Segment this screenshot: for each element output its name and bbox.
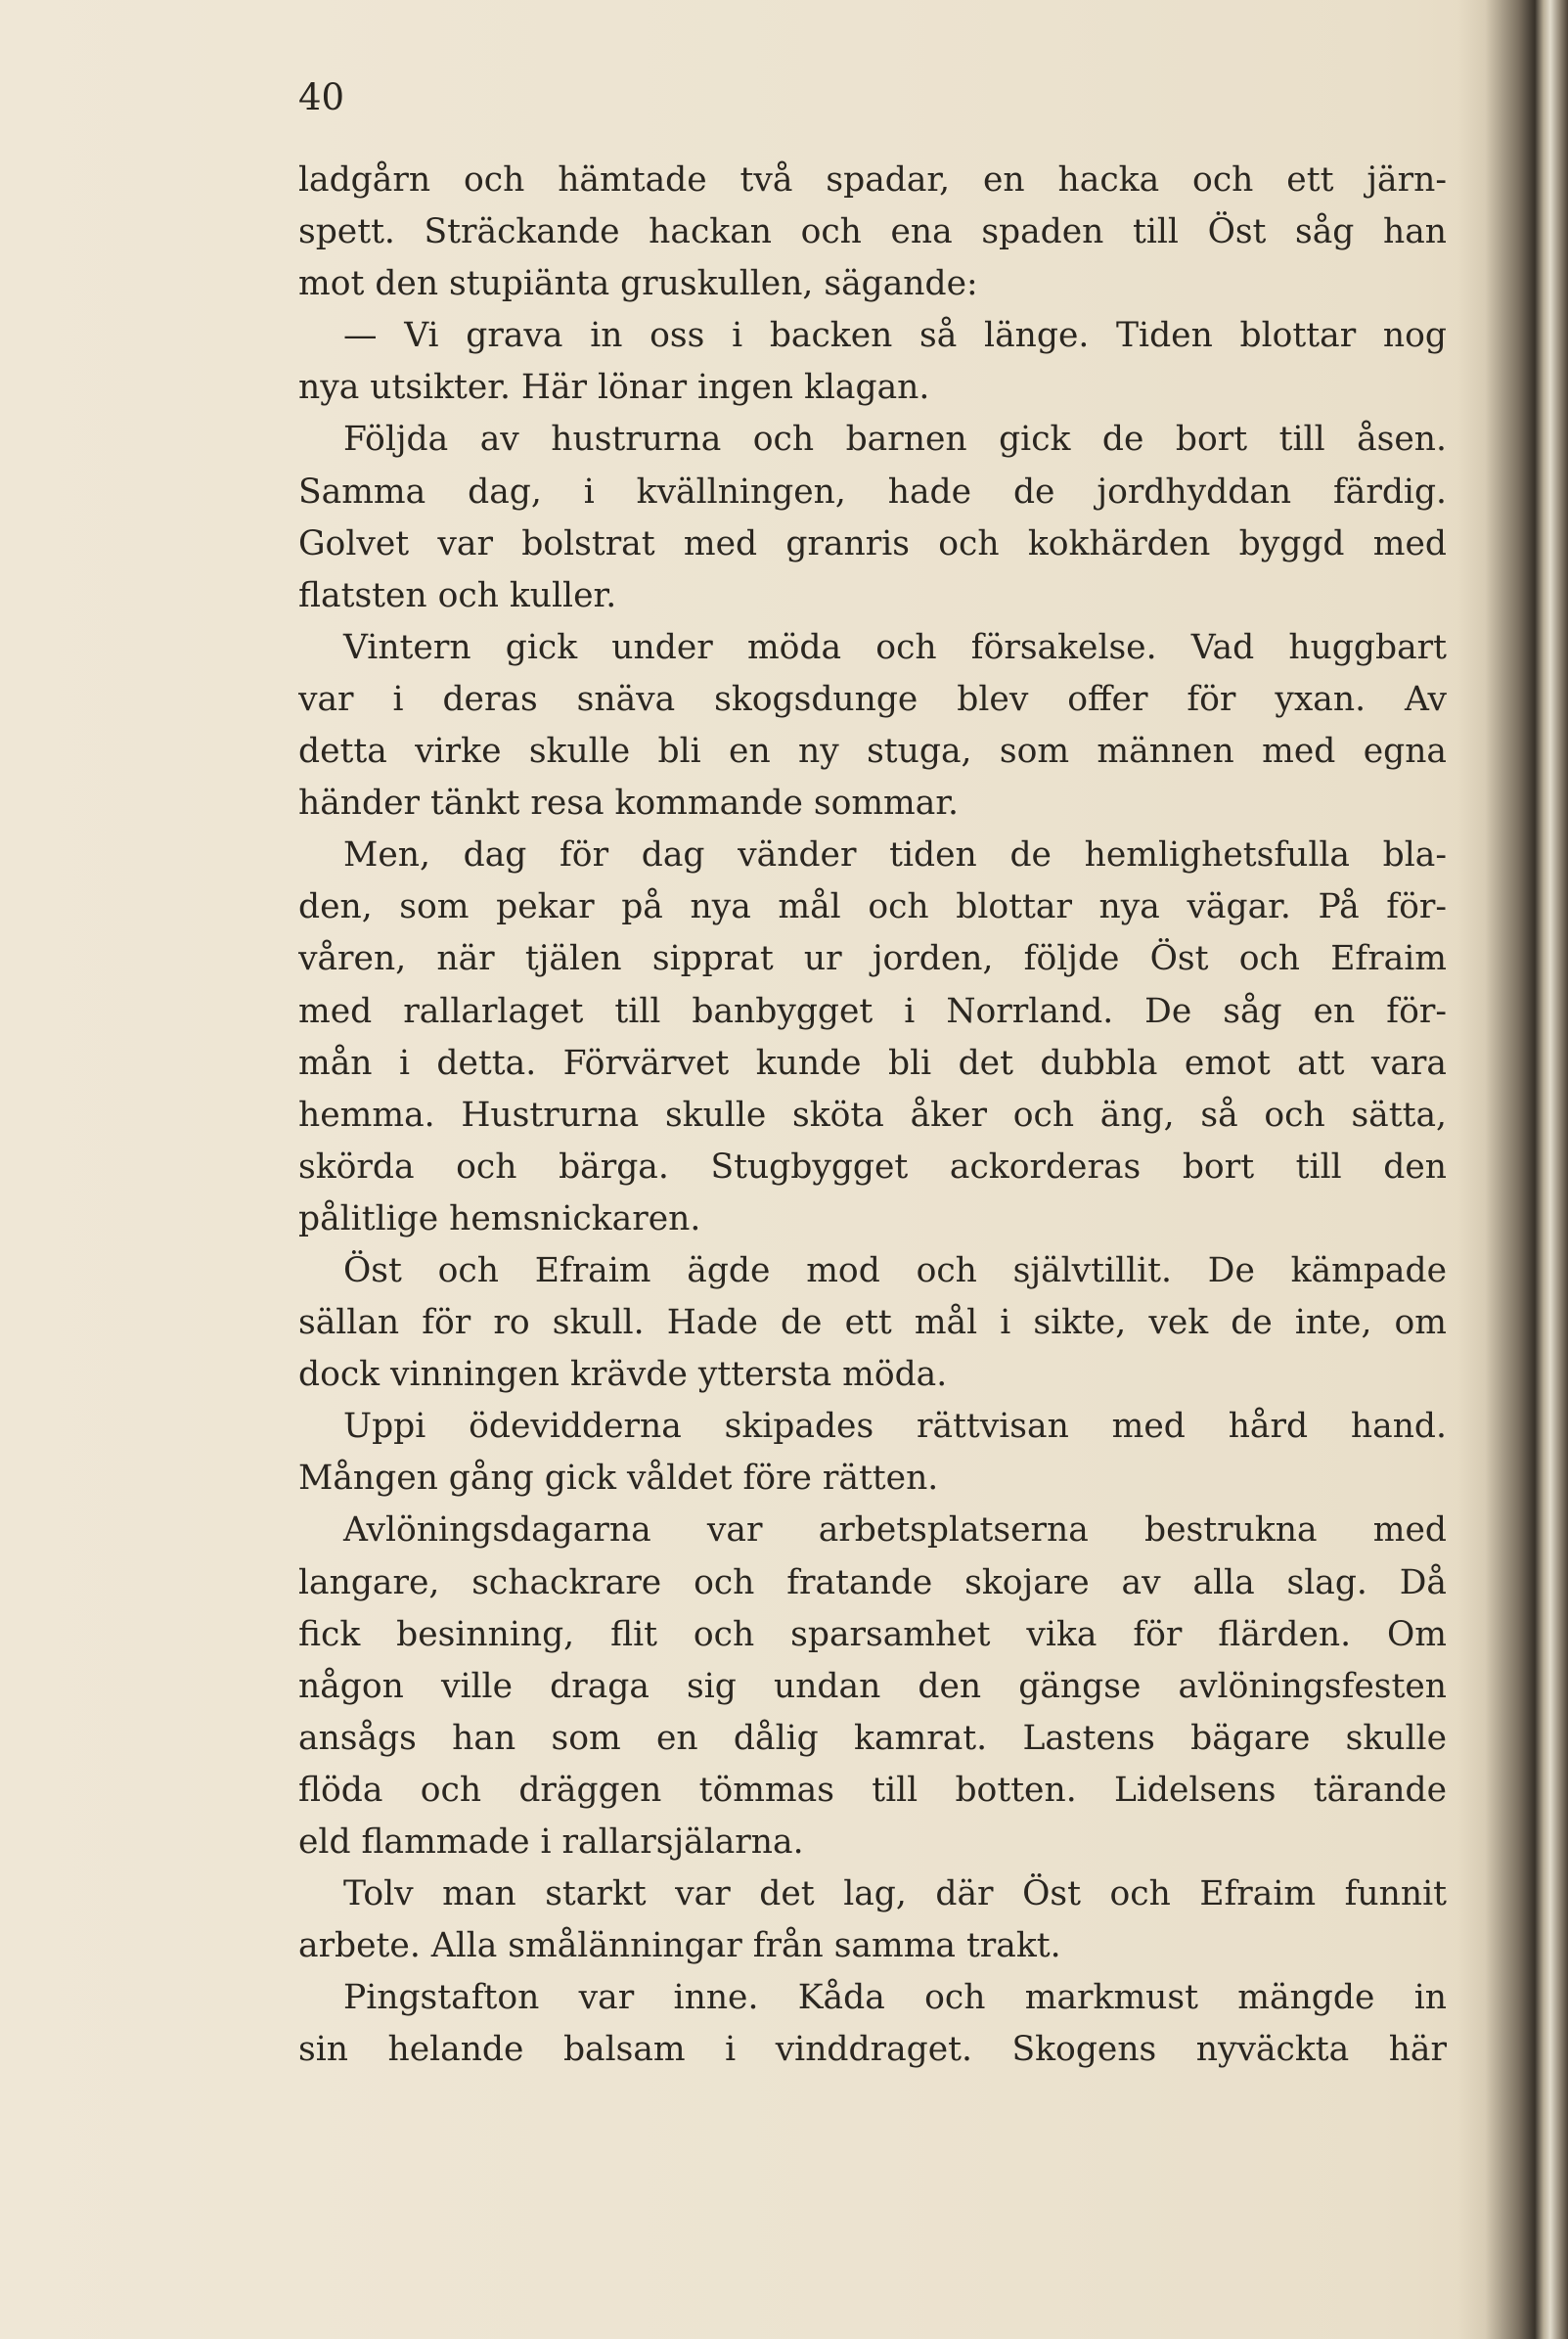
text-line: mot den stupiänta gruskullen, sägande: [298, 264, 978, 304]
text-line: langare, schackrare och fratande skojare av alla slag. Då [298, 1562, 1447, 1602]
text-line: händer tänkt resa kommande sommar. [298, 784, 960, 824]
text-line: spett. Sträckande hackan och ena spaden till Öst såg han [298, 212, 1447, 252]
text-line: flatsten och kuller. [298, 575, 617, 615]
text-line: arbete. Alla smålänningar från samma trakt. [298, 1926, 1061, 1966]
text-line: — Vi grava in oss i backen så länge. Tiden blottar nog [343, 316, 1447, 356]
text-line: med rallarlaget till banbygget i Norrland. De såg en för- [298, 991, 1447, 1031]
text-line: Pingstafton var inne. Kåda och markmust mängde in [343, 1978, 1447, 2018]
body-text [298, 155, 1447, 2076]
page-number: 40 [298, 76, 345, 118]
text-line: Följda av hustrurna och barnen gick de bort till åsen. [343, 420, 1447, 460]
text-line: hemma. Hustrurna skulle sköta åker och äng, så och sätta, [298, 1095, 1447, 1135]
text-line: mån i detta. Förvärvet kunde bli det dubbla emot att vara [298, 1043, 1447, 1083]
text-line: detta virke skulle bli en ny stuga, som männen med egna [298, 732, 1447, 772]
text-line: Öst och Efraim ägde mod och självtillit. De kämpade [343, 1250, 1447, 1290]
text-line: Golvet var bolstrat med granris och kokhärden byggd med [298, 523, 1447, 563]
text-line: den, som pekar på nya mål och blottar nya vägar. På för- [298, 887, 1447, 927]
text-line: dock vinningen krävde yttersta möda. [298, 1355, 948, 1395]
text-line: Samma dag, i kvällningen, hade de jordhyddan färdig. [298, 472, 1447, 512]
book-spine-edge [1457, 0, 1568, 2339]
text-line: våren, när tjälen sipprat ur jorden, följde Öst och Efraim [298, 939, 1447, 979]
text-line: Avlöningsdagarna var arbetsplatserna bestrukna med [343, 1510, 1447, 1551]
text-line: nya utsikter. Här lönar ingen klagan. [298, 368, 930, 408]
text-line: Uppi ödevidderna skipades rättvisan med hård hand. [343, 1407, 1447, 1447]
text-line: någon ville draga sig undan den gängse avlöningsfesten [298, 1666, 1447, 1706]
text-line: Vintern gick under möda och försakelse. Vad huggbart [343, 627, 1447, 667]
text-line: eld flammade i rallarsjälarna. [298, 1822, 804, 1862]
text-line: Men, dag för dag vänder tiden de hemlighetsfulla bla- [343, 835, 1447, 876]
text-line: Tolv man starkt var det lag, där Öst och Efraim funnit [343, 1874, 1447, 1914]
text-line: var i deras snäva skogsdunge blev offer för yxan. Av [298, 679, 1447, 719]
text-line: skörda och bärga. Stugbygget ackorderas bort till den [298, 1147, 1447, 1187]
text-line: ansågs han som en dålig kamrat. Lastens bägare skulle [298, 1718, 1447, 1758]
text-line: sällan för ro skull. Hade de ett mål i sikte, vek de inte, om [298, 1303, 1447, 1343]
text-line: Mången gång gick våldet före rätten. [298, 1459, 939, 1499]
text-line: ladgårn och hämtade två spadar, en hacka och ett järn- [298, 160, 1447, 200]
text-line: sin helande balsam i vinddraget. Skogens nyväckta här [298, 2030, 1447, 2070]
text-line: pålitlige hemsnickaren. [298, 1198, 701, 1238]
text-line: flöda och dräggen tömmas till botten. Lidelsens tärande [298, 1770, 1447, 1810]
text-line: fick besinning, flit och sparsamhet vika för flärden. Om [298, 1614, 1447, 1654]
